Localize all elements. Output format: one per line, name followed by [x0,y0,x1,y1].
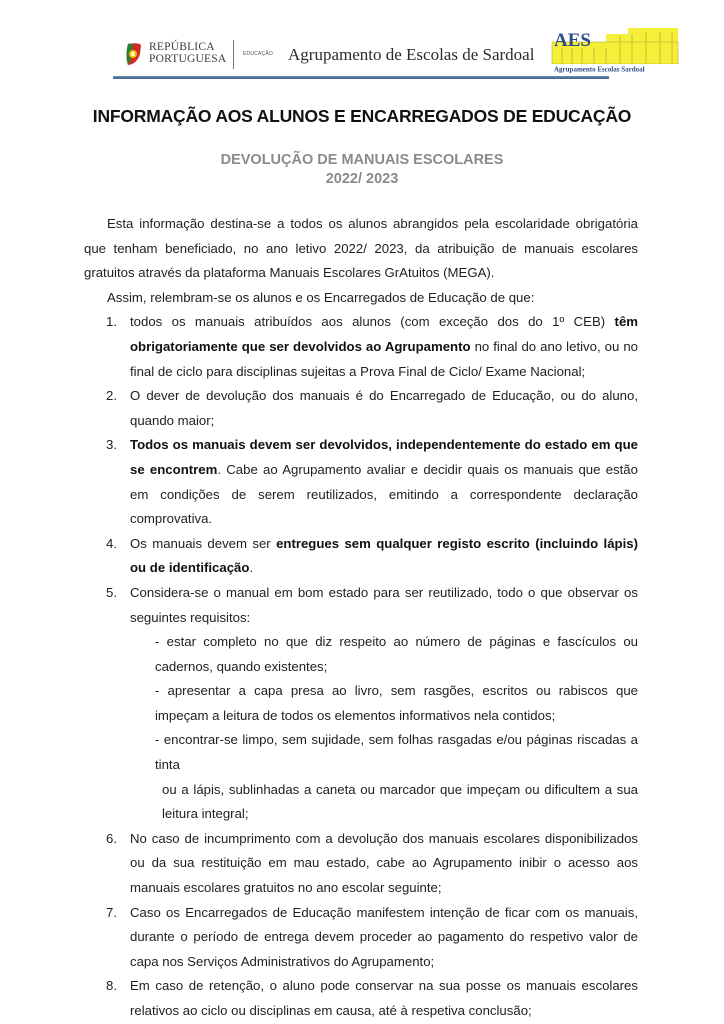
page-title: INFORMAÇÃO AOS ALUNOS E ENCARREGADOS DE EDUCAÇÃO [92,106,632,126]
document-body [84,212,638,1024]
requirement-item-continued: ou a lápis, sublinhadas a caneta ou marcador que impeçam ou dificultem a sua leitura integral; [162,781,638,822]
item-text: Caso os Encarregados de Educação manifestem intenção de ficar com os manuais, durante o período de entrega devem proceder ao pagamento do respetivo valor de capa nos Serviços Administrativos do Agrupamento; [130,904,638,969]
list-item [84,532,638,581]
list-item [84,827,638,901]
page-header [0,0,724,90]
republica-line: REPÚBLICA [149,41,215,53]
requirement-item: - estar completo no que diz respeito ao número de páginas e fascículos ou cadernos, quando existentes; [155,634,638,674]
header-separator [233,40,234,69]
list-number: 6. [106,830,117,846]
aes-logo-letters: AES [554,30,591,51]
list-item [84,310,638,384]
item-text: Os manuais devem ser [130,535,277,551]
item-text: todos os manuais atribuídos aos alunos (com exceção dos do 1º CEB) [130,314,615,330]
subtitle [0,151,724,189]
item-text: . [249,560,254,576]
republica-portuguesa-text [149,41,226,65]
item-text: O dever de devolução dos manuais é do Encarregado de Educação, ou do aluno, quando maior; [130,388,638,428]
requirement-item: - apresentar a capa presa ao livro, sem rasgões, escritos ou rabiscos que impeçam a leitura de todos os elementos informativos nela contidos; [155,683,638,723]
item-bold-text: entregues sem qualquer registo escrito (incluindo lápis) ou de identificação [130,535,638,576]
item-bold-text: têm obrigatoriamente que ser devolvidos ao Agrupamento [130,314,638,354]
list-number: 8. [106,978,117,994]
aes-school-logo [550,24,682,74]
requirement-item: - encontrar-se limpo, sem sujidade, sem folhas rasgadas e/ou páginas riscadas a tinta [155,732,638,773]
item-bold-text: Todos os manuais devem ser devolvidos, independentemente do estado em que se encontrem [130,437,638,477]
list-item [84,384,638,433]
subtitle-line-1: DEVOLUÇÃO DE MANUAIS ESCOLARES [220,152,504,168]
lead-paragraph: Assim, relembram-se os alunos e os Encarregados de Educação de que: [107,289,535,305]
educacao-label: EDUCAÇÃO [243,51,273,57]
header-rule [113,76,609,79]
list-number: 2. [106,388,117,404]
list-item [84,581,638,827]
intro-paragraph: Esta informação destina-se a todos os alunos abrangidos pela escolaridade obrigatória que tenham beneficiado, no ano letivo 2022/ 2023, da atribuição de manuais escolares gratuitos através da plataforma Manuais Escolares GrAtuitos (MEGA). [84,216,638,281]
item-text: . Cabe ao Agrupamento avaliar e decidir quais os manuais que estão em condições de serem reutilizados, emitindo a correspondente declaração comprovativa. [130,461,638,527]
item-text: Considera-se o manual em bom estado para ser reutilizado, todo o que observar os seguintes requisitos: [130,584,638,625]
subtitle-year: 2022/ 2023 [325,171,399,187]
list-number: 1. [106,314,117,330]
list-item [84,433,638,531]
aes-logo-caption: Agrupamento Escolas Sardoal [554,65,645,74]
republica-portuguesa-emblem-icon [124,42,142,66]
list-number: 7. [106,904,117,920]
list-number: 3. [106,437,117,453]
item-text: Em caso de retenção, o aluno pode conservar na sua posse os manuais escolares relativos ao ciclo ou disciplinas em causa, até à respetiva conclusão; [130,978,638,1018]
list-item [84,974,638,1023]
portuguesa-line: PORTUGUESA [149,53,227,65]
list-number: 5. [106,584,117,600]
item-text: No caso de incumprimento com a devolução dos manuais escolares disponibilizados ou da sua restituição em mau estado, cabe ao Agrupamento inibir o acesso aos manuais escolares gratuitos no ano escolar seguinte; [130,830,638,896]
school-name: Agrupamento de Escolas de Sardoal [288,45,535,64]
rules-list [84,310,638,1023]
list-number: 4. [106,535,117,551]
item-text: no final do ano letivo, ou no final de ciclo para disciplinas sujeitas a Prova Final de Ciclo/ Exame Nacional; [130,338,638,379]
list-item [84,901,638,975]
